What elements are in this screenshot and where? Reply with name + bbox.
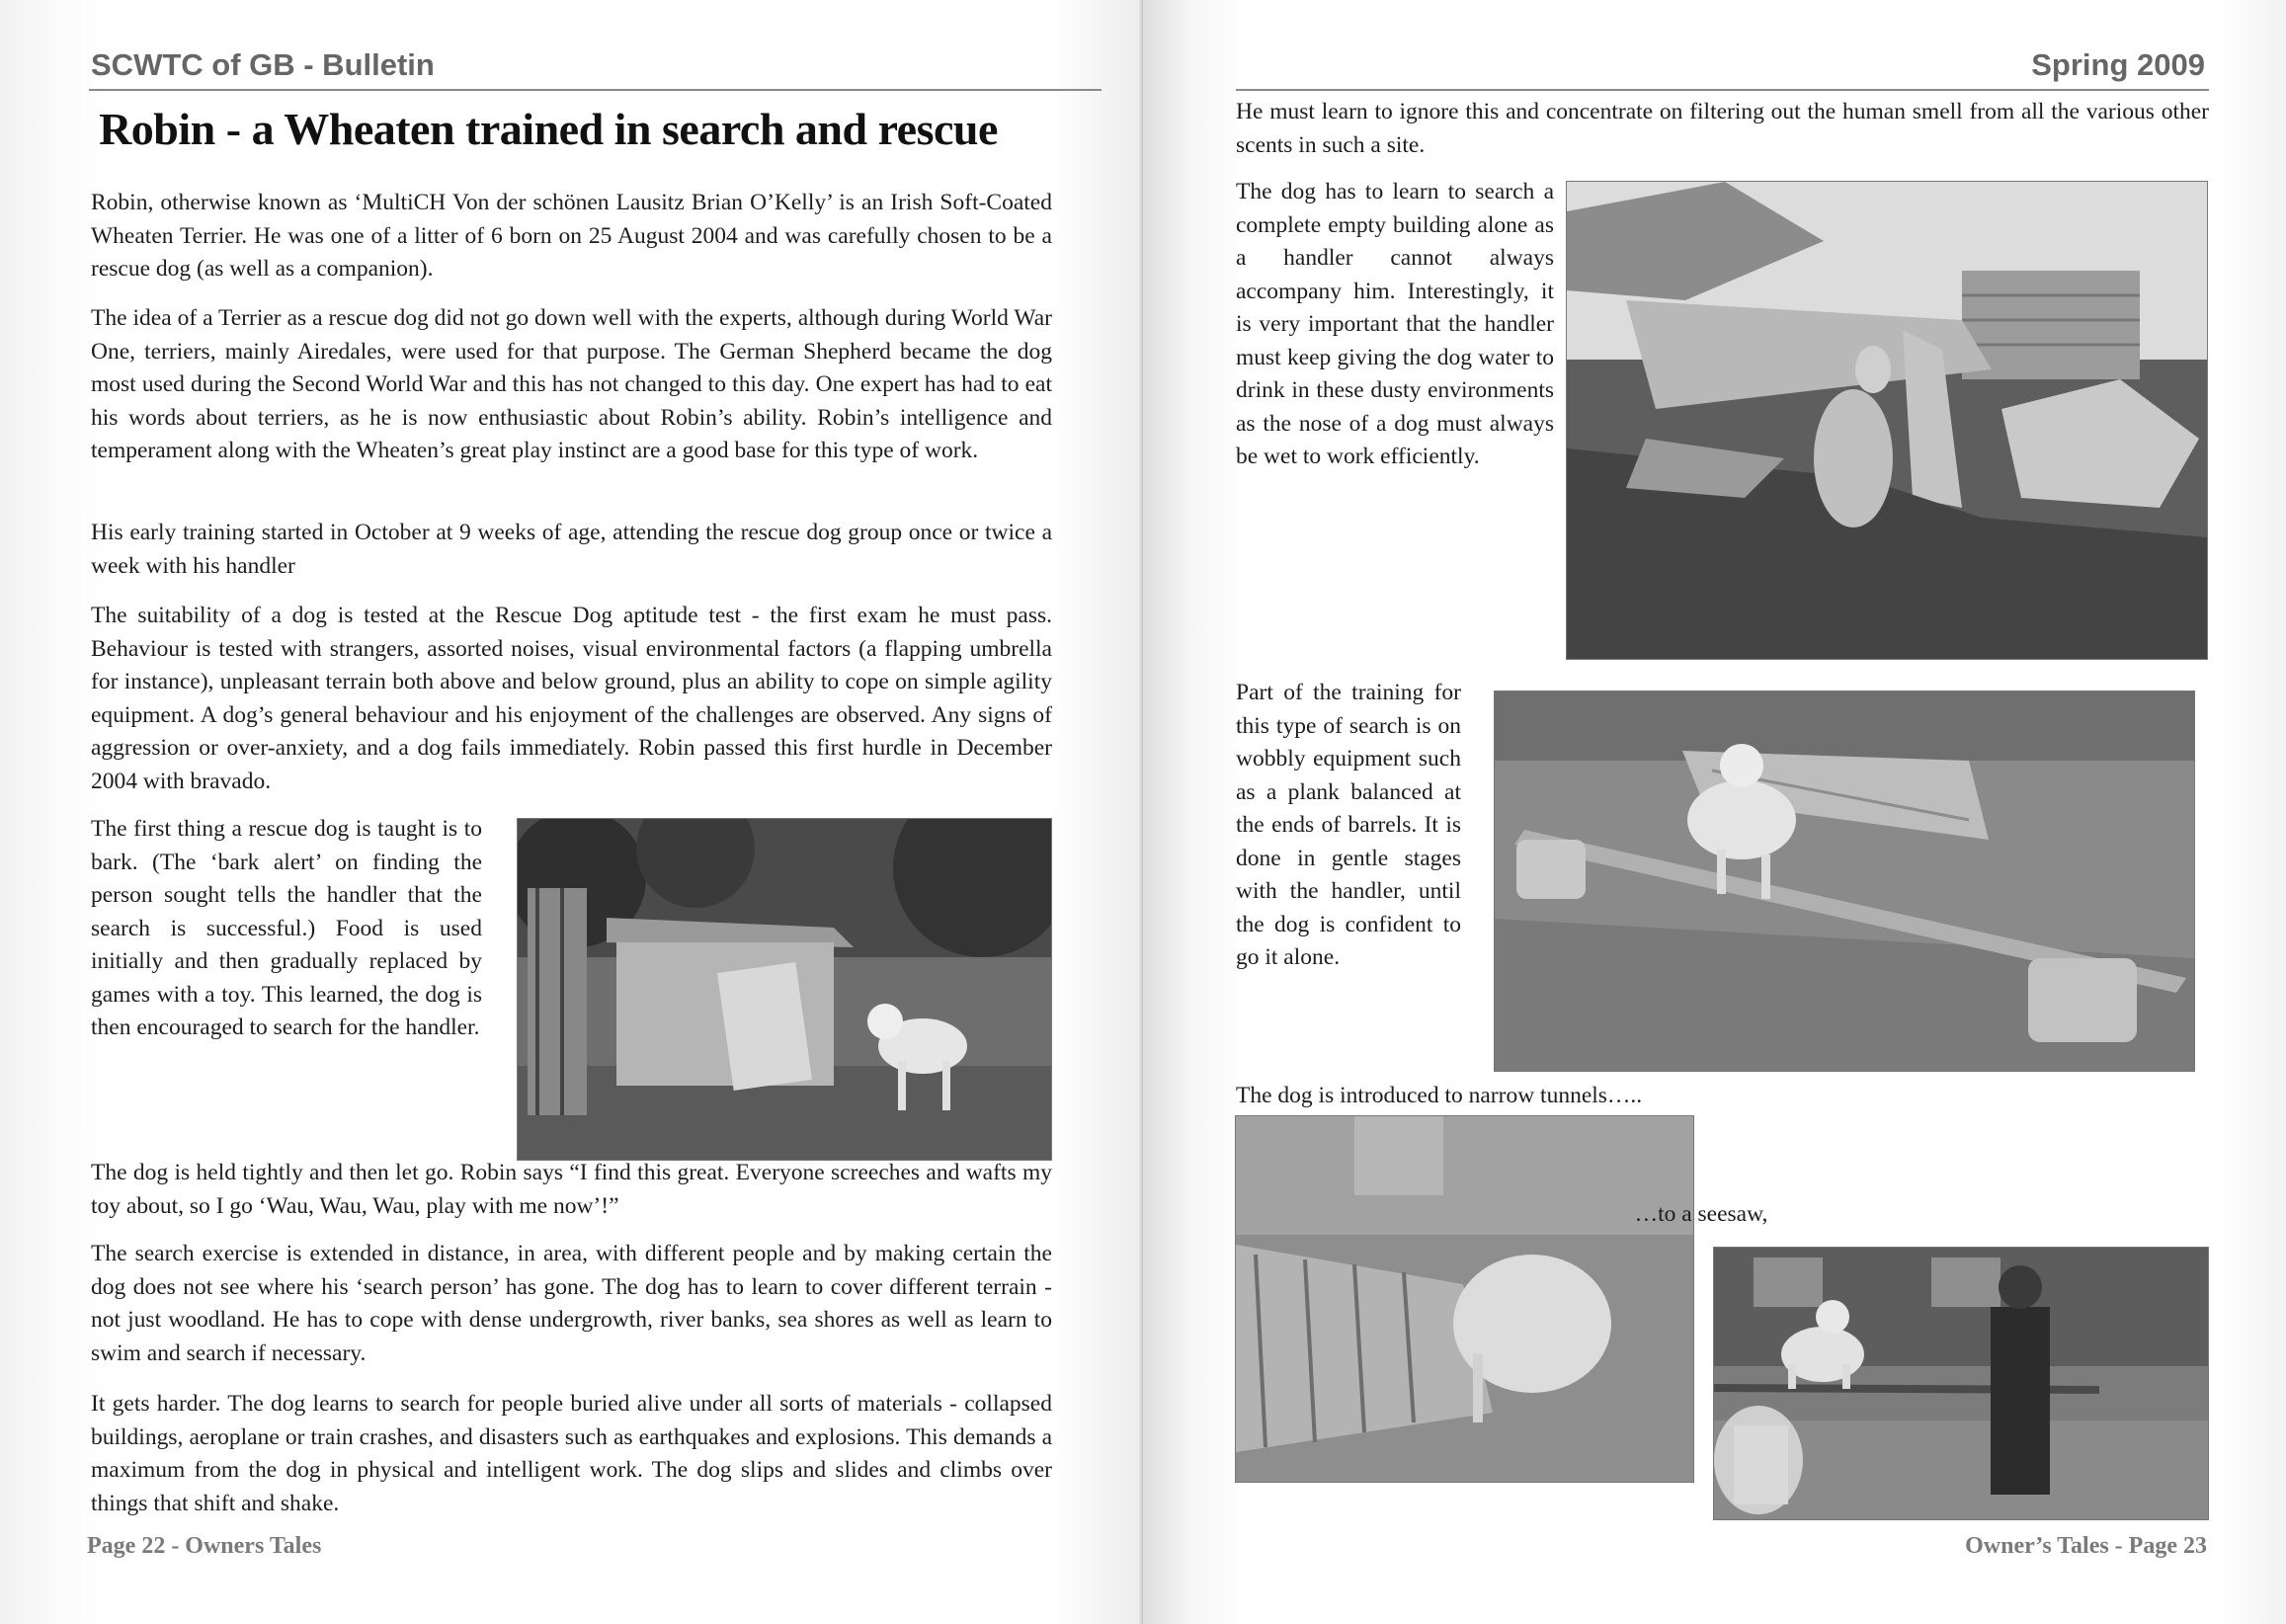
- caption-seesaw: [1553, 1198, 1849, 1232]
- right-page-footer: Owner’s Tales - Page 23: [1965, 1533, 2207, 1559]
- paragraph-text: …to a seesaw,: [1634, 1201, 1768, 1227]
- paragraph-continued: [1236, 96, 2209, 162]
- paragraph-text: The dog has to learn to search a complete empty building alone as a handler cannot always accompany him. Interestingly, it is very important that the handler must keep giving the dog water to drink in these dusty environments as the nose of a dog must always be wet to work efficiently.: [1236, 179, 1554, 469]
- paragraph-text: Part of the training for this type of search is on wobbly equipment such as a plank balanced at the ends of barrels. It is done in gentle stages with the handler, until the dog is confident to go it alone.: [1236, 680, 1461, 970]
- paragraph-text: The dog is held tightly and then let go. Robin says “I find this great. Everyone screeches and wafts my toy about, so I go ‘Wau, Wau, Wau, play with me now’!”: [91, 1160, 1052, 1219]
- paragraph-text: He must learn to ignore this and concentrate on filtering out the human smell from all the various other scents in such a site.: [1236, 99, 2209, 158]
- paragraph-8: [91, 1388, 1052, 1520]
- photo-dog-in-tunnel: [1235, 1115, 1694, 1483]
- article-title: Robin - a Wheaten trained in search and rescue: [99, 104, 998, 154]
- left-running-header: SCWTC of GB - Bulletin: [91, 47, 435, 82]
- paragraph-text: The idea of a Terrier as a rescue dog did not go down well with the experts, although during World War One, terriers, mainly Airedales, were used for that purpose. The German Shepherd became the dog most used during the Second World War and this has not changed to this day. One expert has had to eat his words about terriers, as he is now enthusiastic about Robin’s ability. Robin’s intelligence and temperament along with the Wheaten’s great play instinct are a good base for this type of work.: [91, 305, 1052, 463]
- paragraph-text: The dog is introduced to narrow tunnels…..: [1236, 1083, 1643, 1108]
- paragraph-2: [91, 302, 1052, 468]
- photo-dog-on-seesaw: [1713, 1247, 2209, 1520]
- paragraph-text: Robin, otherwise known as ‘MultiCH Von der schönen Lausitz Brian O’Kelly’ is an Irish Soft-Coated Wheaten Terrier. He was one of a litter of 6 born on 25 August 2004 and was carefully chosen to be a rescue dog (as well as a companion).: [91, 190, 1052, 282]
- paragraph-text: The suitability of a dog is tested at the Rescue Dog aptitude test - the first exam he must pass. Behaviour is tested with strangers, assorted noises, visual environmental factors (a flapping umbrella for instance), unpleasant terrain both above and below ground, plus an ability to cope on simple agility equipment. A dog’s general behaviour and his enjoyment of the challenges are observed. Any signs of aggression or over-anxiety, and a dog fails immediately. Robin passed this first hurdle in December 2004 with bravado.: [91, 603, 1052, 794]
- paragraph-1: [91, 187, 1052, 286]
- photo-dog-on-plank: [1494, 690, 2195, 1072]
- header-rule: [1236, 89, 2209, 91]
- paragraph-text: The search exercise is extended in distance, in area, with different people and by making certain the dog does not see where his ‘search person’ has gone. The dog has to learn to cover different terrain - not just woodland. He has to cope with dense undergrowth, river banks, sea shores as well as learn to swim and search if necessary.: [91, 1241, 1052, 1366]
- left-page-footer: Page 22 - Owners Tales: [87, 1533, 322, 1559]
- right-running-header: Spring 2009: [2031, 47, 2205, 82]
- photo-dog-at-kennel: [517, 818, 1052, 1161]
- paragraph-5: [91, 813, 482, 1045]
- right-page: [1143, 0, 2286, 1624]
- header-rule: [89, 89, 1102, 91]
- photo-dog-on-rubble: [1566, 181, 2208, 660]
- paragraph-3: [91, 517, 1052, 583]
- paragraph-text: It gets harder. The dog learns to search for people buried alive under all sorts of materials - collapsed buildings, aeroplane or train crashes, and disasters such as earthquakes and explosions. This demands a maximum from the dog in physical and intelligent work. The dog slips and slides and climbs over things that shift and shake.: [91, 1391, 1052, 1516]
- paragraph-7: [91, 1238, 1052, 1370]
- paragraph-wobbly-equipment: [1236, 677, 1461, 975]
- paragraph-empty-building: [1236, 176, 1554, 474]
- paragraph-6: [91, 1157, 1052, 1223]
- paragraph-4: [91, 600, 1052, 798]
- paragraph-text: The first thing a rescue dog is taught is to bark. (The ‘bark alert’ on finding the person sought tells the handler that the search is successful.) Food is used initially and then gradually replaced by games with a toy. This learned, the dog is then encouraged to search for the handler.: [91, 816, 482, 1040]
- paragraph-text: His early training started in October at 9 weeks of age, attending the rescue dog group once or twice a week with his handler: [91, 520, 1052, 579]
- caption-tunnels: [1236, 1080, 1927, 1113]
